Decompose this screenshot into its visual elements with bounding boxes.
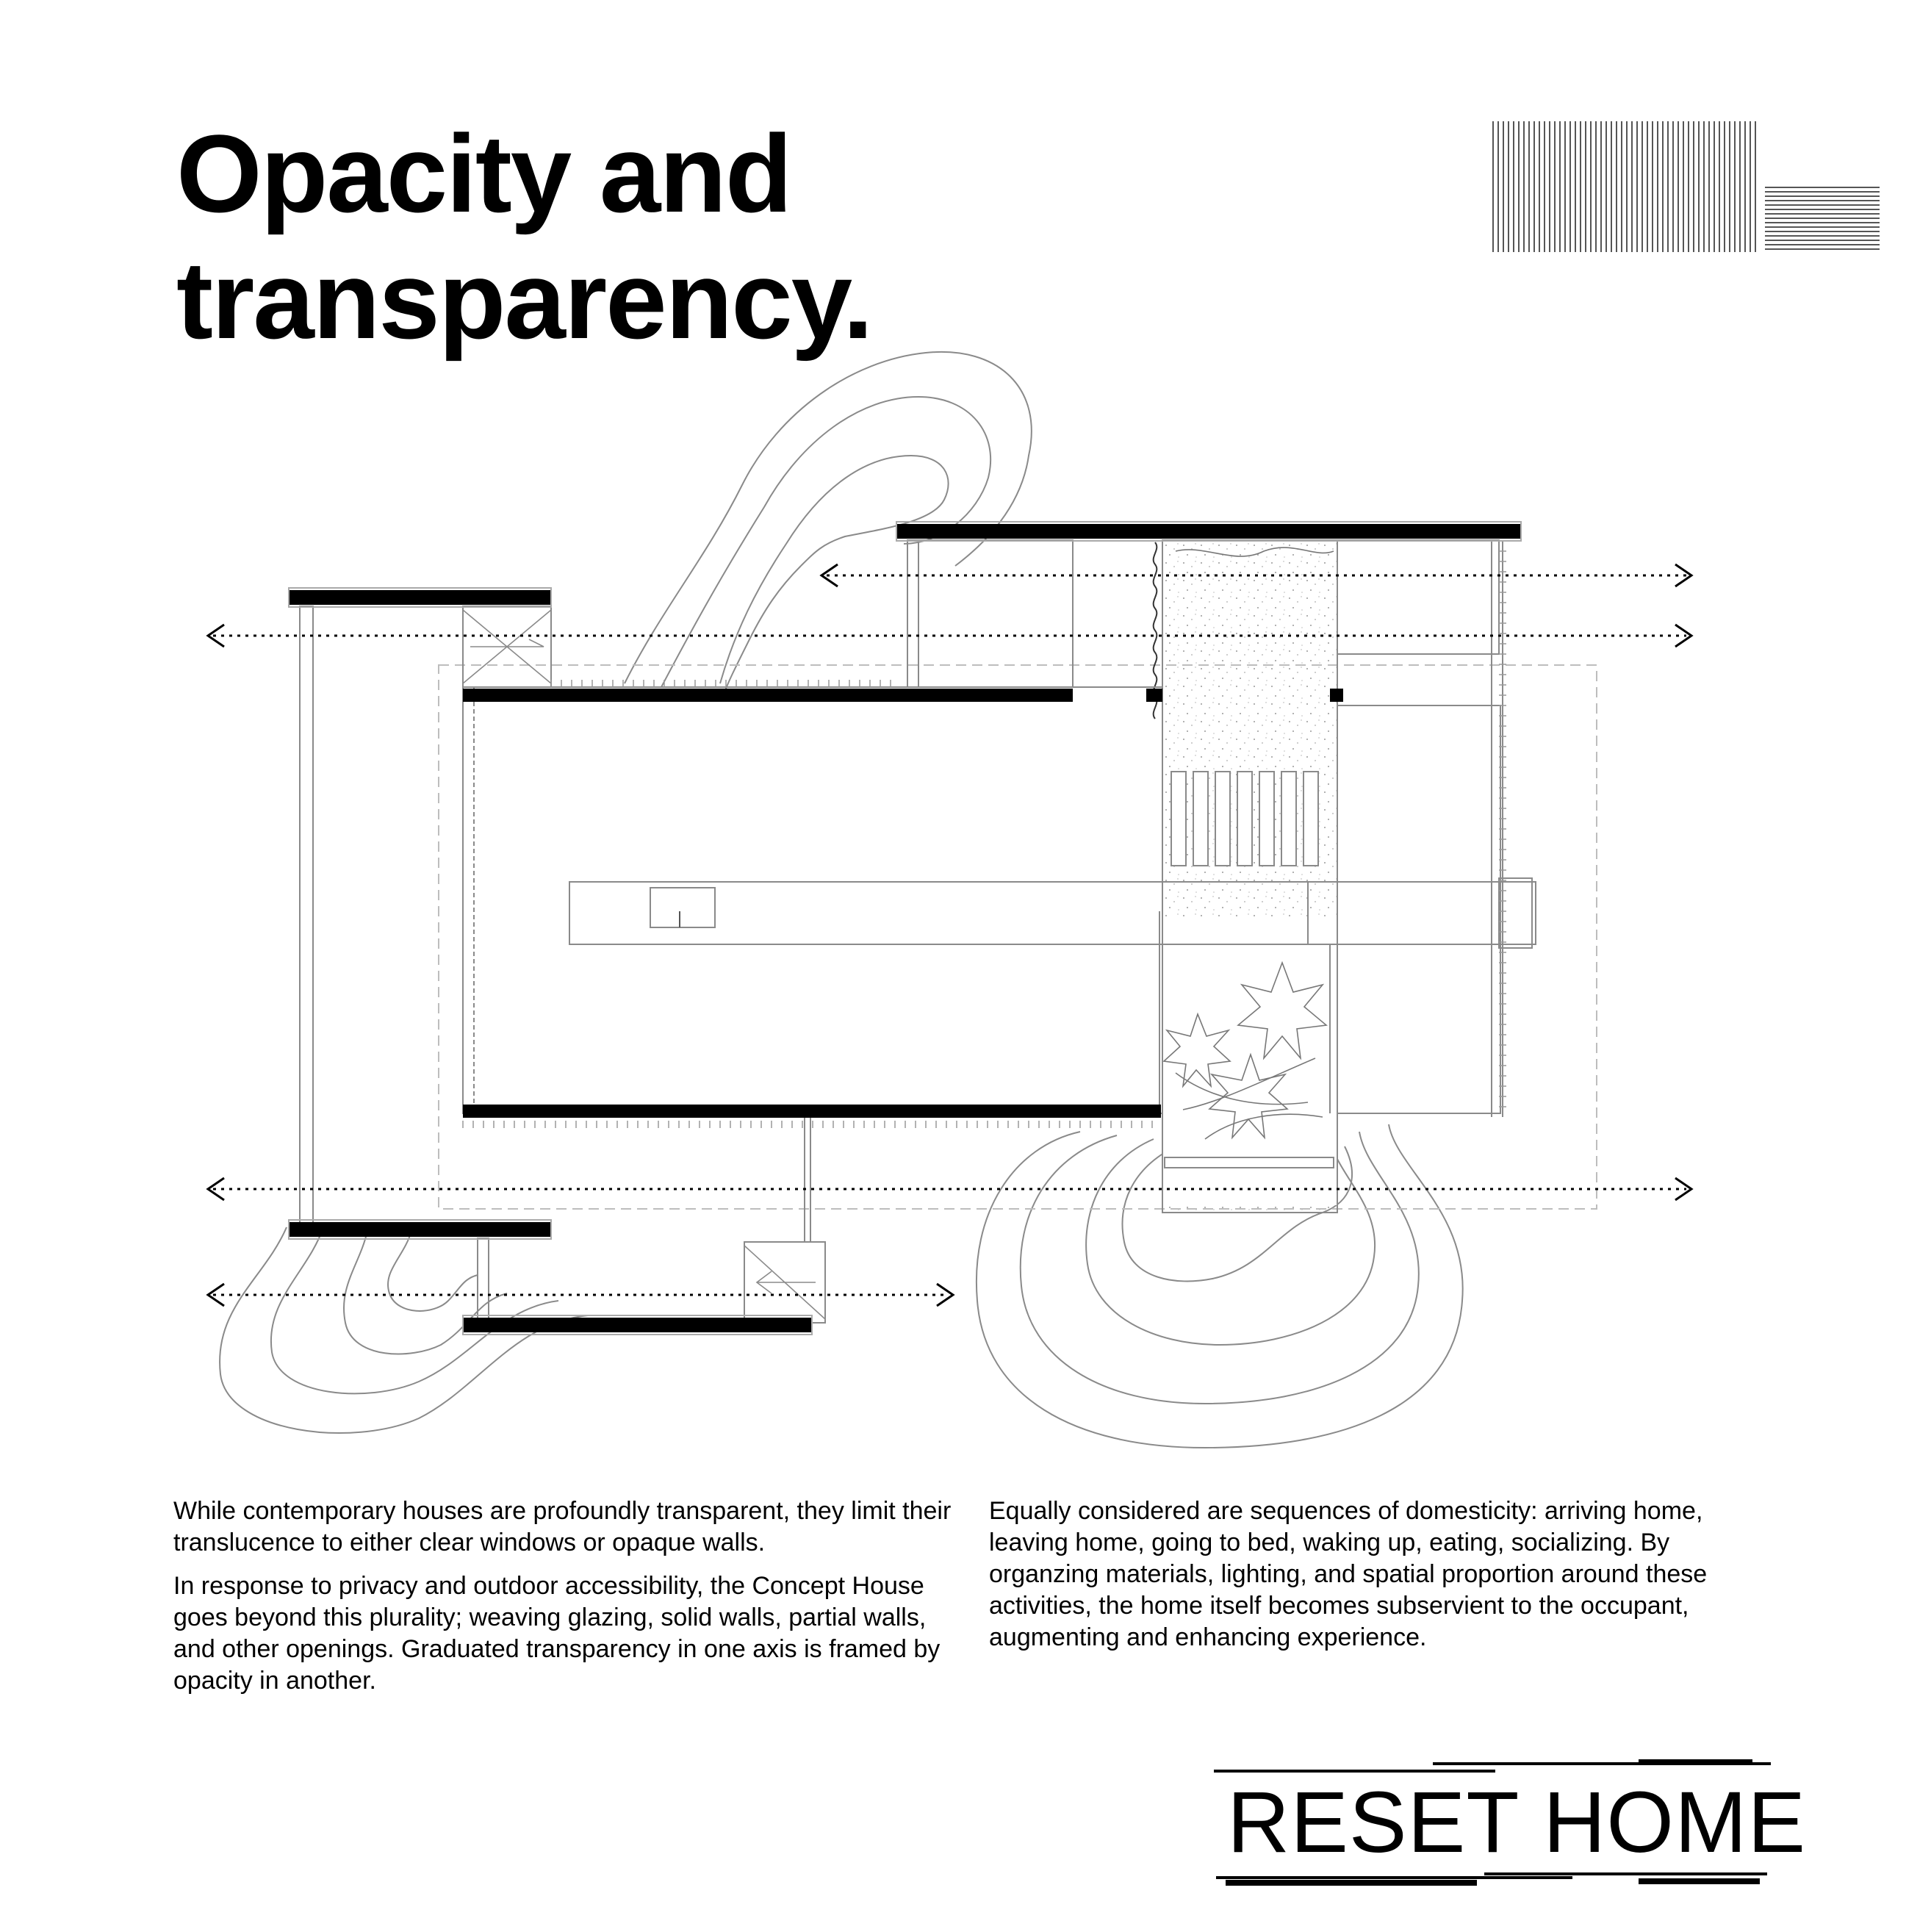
floor-plan-diagram [0, 331, 1931, 1477]
body-paragraph: While contemporary houses are profoundly transparent, they limit their translucence to either clear windows or opaque walls. [173, 1497, 952, 1556]
title-line-2: transparency. [176, 238, 872, 362]
body-paragraph: Equally considered are sequences of domesticity: arriving home, leaving home, going to bed, waking up, eating, socializing. By organzing materials, lighting, and spatial proportion around these activities, the home itself becomes subservient to the occupant, augmenting and enhancing experience. [989, 1497, 1708, 1651]
body-text-right [989, 1495, 1768, 1665]
east-wing [1337, 705, 1500, 1113]
west-glazing [300, 606, 313, 1224]
reset-home-logo [1205, 1756, 1807, 1889]
sink [650, 888, 715, 927]
main-living-room [463, 687, 1162, 1113]
right-room [1337, 540, 1499, 654]
page-title [176, 110, 872, 363]
counter-end [1499, 878, 1532, 948]
stepping-slats [1171, 772, 1318, 866]
logo-text: RESET HOME [1227, 1774, 1807, 1871]
body-text-left [173, 1495, 952, 1709]
double-arrow-icon [208, 564, 1691, 1306]
body-paragraph: In response to privacy and outdoor accessibility, the Concept House goes beyond this plurality; weaving glazing, solid walls, partial walls, and other openings. Graduated transparency in one axis is framed by opacity in another. [173, 1572, 941, 1695]
title-line-1: Opacity and [176, 112, 791, 235]
line-pattern-icon [1492, 121, 1896, 261]
site-boundary [439, 665, 1597, 1209]
